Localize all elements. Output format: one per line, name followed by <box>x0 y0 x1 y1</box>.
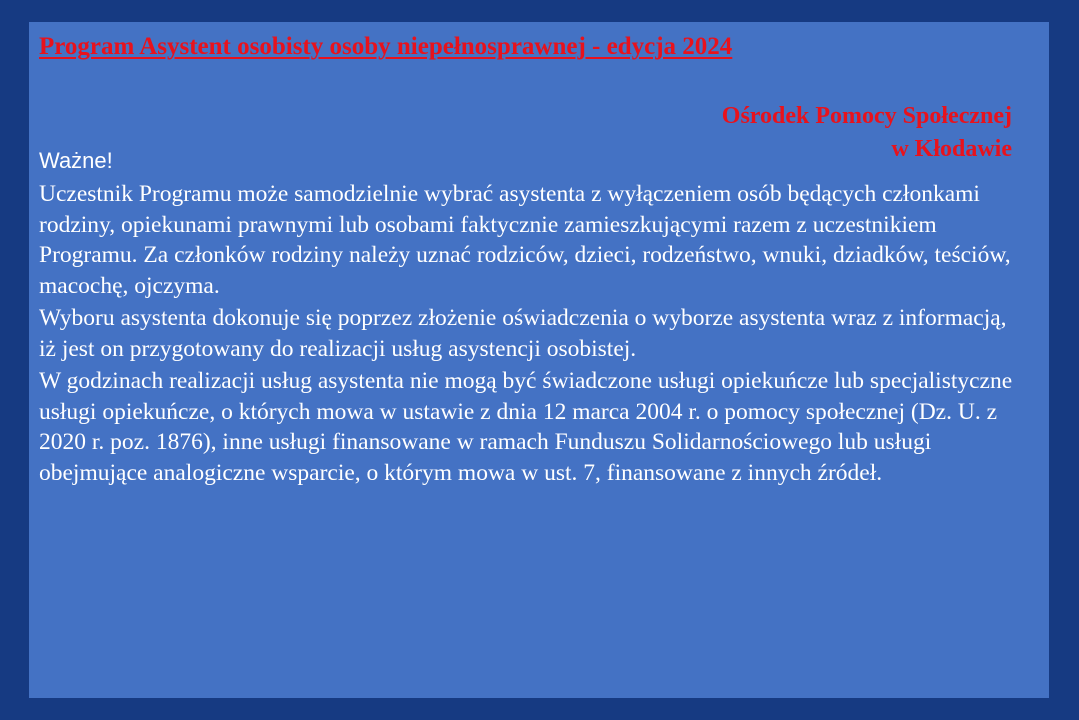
paragraph-service-exclusions: W godzinach realizacji usług asystenta nie mogą być świadczone usługi opiekuńcze lub specjalistyczne usługi opiekuńcze, o których mowa w ustawie z dnia 12 marca 2004 r. o pomocy społecznej (Dz. U. z 2020 r. poz. 1876), inne usługi finansowane w ramach Funduszu Solidarnościowego lub usługi obejmujące analogiczne wsparcie, o którym mowa w ust. 7, finansowane z innych źródeł. <box>39 368 1013 486</box>
organization-line-2: w Kłodawie <box>891 136 1012 162</box>
paragraph-assistant-selection: Wyboru asystenta dokonuje się poprzez złożenie oświadczenia o wyborze asystenta wraz z informacją, iż jest on przygotowany do realizacji usług asystencji osobistej. <box>39 305 1007 362</box>
important-heading: Ważne! <box>39 148 113 173</box>
body-text <box>39 145 1029 490</box>
paragraph-participant-choice: Uczestnik Programu może samodzielnie wybrać asystenta z wyłączeniem osób będących członkami rodziny, opiekunami prawnymi lub osobami faktycznie zamieszkującymi razem z uczestnikiem Programu. Za członków rodziny należy uznać rodziców, dzieci, rodzeństwo, wnuki, dziadków, teściów, macochę, ojczyma. <box>39 181 1011 299</box>
program-title: Program Asystent osobisty osoby niepełnosprawnej - edycja 2024 <box>39 33 733 60</box>
content-panel <box>29 22 1049 698</box>
organization-line-1: Ośrodek Pomocy Społecznej <box>721 103 1012 129</box>
